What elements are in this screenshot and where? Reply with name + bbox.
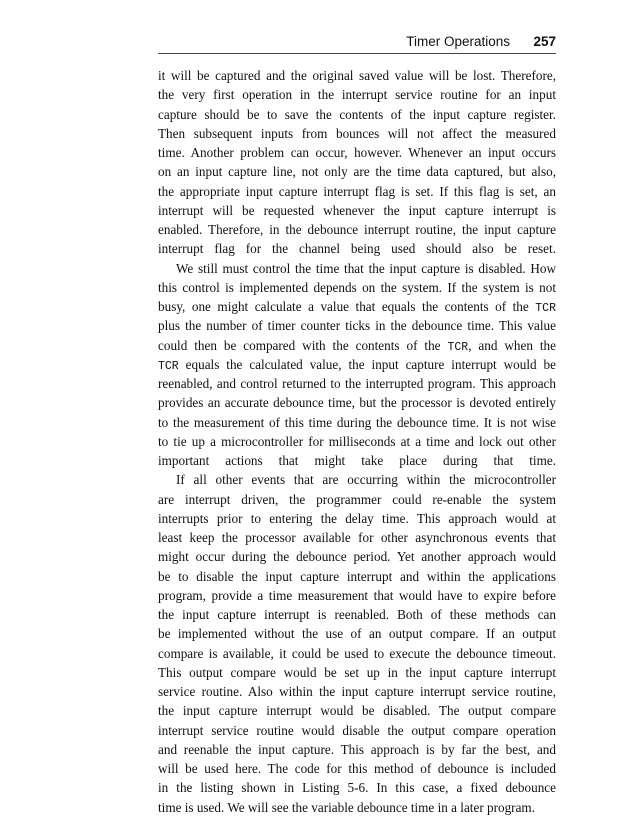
line-text: this control is implemented depends on the system. If the system is not [158,279,556,295]
line-text: are interrupt driven, the programmer could re-enable the system [158,491,556,507]
line-text: on an input capture line, not only are the time data captured, but also, [158,164,556,180]
text-line [158,624,556,643]
text-line [158,509,556,528]
text-line [158,528,556,547]
line-text: interrupts prior to entering the delay time. This approach would at [158,510,556,526]
inline-code: TCR [447,340,469,354]
line-text: This output compare would be set up in the input capture interrupt [158,664,556,680]
text-line [158,105,556,124]
text-line [158,316,556,335]
text-line [158,490,556,509]
text-line [158,66,556,85]
text-line [158,740,556,759]
running-header [158,34,556,52]
text-line [158,182,556,201]
line-text: and reenable the input capture. This approach is by far the best, and [158,741,556,757]
text-line [158,85,556,104]
line-text: be to disable the input capture interrupt and within the applications [158,568,556,584]
line-text: will be used here. The code for this method of debounce is included [158,761,556,776]
text-line [158,567,556,586]
body-text [158,66,556,817]
text-line [158,220,556,239]
inline-code: TCR [535,302,556,315]
line-text: might occur during the debounce period. Yet another approach would [158,549,556,565]
text-line [158,259,556,278]
line-text: plus the number of timer counter ticks in the debounce time. This value [158,318,556,334]
text-line [158,374,556,393]
line-text: We still must control the time that the input capture is disabled. How [176,260,556,276]
running-header-title: Timer Operations [406,34,510,49]
line-text: the appropriate input capture interrupt flag is set. If this flag is set, an [158,183,556,199]
line-text: interrupt service routine would disable the output compare operation [158,722,556,738]
text-line [158,547,556,566]
line-text: , and when the [468,337,557,353]
line-text: provides an accurate debounce time, but the processor is devoted entirely [158,395,556,411]
line-text: interrupt will be requested whenever the input capture interrupt is [158,202,556,218]
line-text: If all other events that are occurring within the microcontroller [176,472,556,488]
line-text: the input capture interrupt would be disabled. The output compare [158,703,556,719]
line-text: be implemented without the use of an output compare. If an output [158,626,556,642]
page-number: 257 [533,34,556,49]
text-line [158,759,556,778]
text-line [158,586,556,605]
text-line [158,355,556,374]
text-line [158,721,556,740]
text-line [158,451,556,470]
text-line [158,336,556,355]
text-line [158,470,556,489]
line-text: interrupt flag for the channel being used should also be reset. [158,241,556,257]
text-line [158,663,556,682]
text-line [158,201,556,220]
line-text: busy, one might calculate a value that equals the contents of the [158,299,536,314]
text-line [158,124,556,143]
text-line [158,393,556,412]
header-rule [158,53,556,54]
line-text: to tie up a microcontroller for milliseconds at a time and lock out other [158,433,556,449]
line-text: in the listing shown in Listing 5-6. In this case, a fixed debounce [158,780,556,796]
line-text: equals the calculated value, the input capture interrupt would be [178,356,556,372]
line-text: Then subsequent inputs from bounces will not affect the measured [158,125,556,141]
line-text: time. Another problem can occur, however. Whenever an input occurs [158,145,556,160]
text-line [158,701,556,720]
text-line [158,143,556,162]
line-text: the input capture interrupt is reenabled. Both of these methods can [158,607,556,622]
text-line [158,682,556,701]
text-line [158,278,556,297]
inline-code: TCR [158,359,179,373]
line-text: could then be compared with the contents of the [158,337,448,353]
line-text: important actions that might take place during that time. [158,453,556,468]
line-text: time is used. We will see the variable debounce time in a later program. [158,799,535,815]
text-line [158,644,556,663]
line-text: service routine. Also within the input capture interrupt service routine, [158,684,556,699]
text-line [158,778,556,797]
text-line [158,297,556,316]
line-text: to the measurement of this time during the debounce time. It is not wise [158,414,556,430]
text-line [158,605,556,624]
line-text: capture should be to save the contents of the input capture register. [158,106,556,122]
line-text: program, provide a time measurement that would have to expire before [158,587,556,603]
line-text: reenabled, and control returned to the interrupted program. This approach [158,376,556,391]
line-text: it will be captured and the original saved value will be lost. Therefore, [158,68,556,83]
text-line [158,162,556,181]
line-text: the very first operation in the interrupt service routine for an input [158,87,556,103]
text-line [158,798,556,817]
text-line [158,413,556,432]
line-text: compare is available, it could be used to execute the debounce timeout. [158,645,556,661]
line-text: enabled. Therefore, in the debounce interrupt routine, the input capture [158,222,556,237]
line-text: least keep the processor available for other asynchronous events that [158,530,556,545]
text-line [158,239,556,258]
text-line [158,432,556,451]
